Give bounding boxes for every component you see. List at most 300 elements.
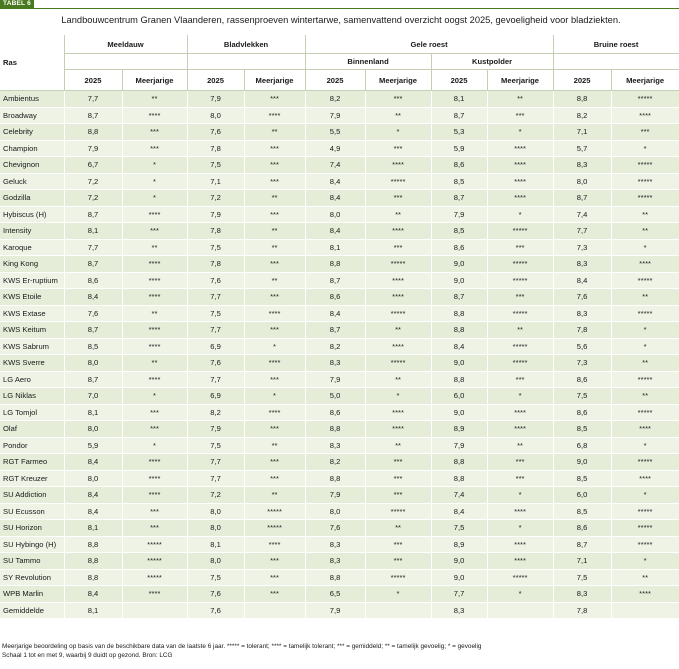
cell-score-2025: 8,7 <box>305 322 365 339</box>
cell-score-2025: 8,1 <box>431 91 487 108</box>
cell-ras: KWS Er-ruptium <box>0 272 64 289</box>
cell-score-2025: 8,3 <box>553 256 611 273</box>
table-row <box>0 602 679 619</box>
cell-rating-meerjarige: *** <box>365 140 431 157</box>
cell-rating-meerjarige: * <box>122 437 187 454</box>
cell-rating-meerjarige: *** <box>244 256 305 273</box>
cell-rating-meerjarige: * <box>122 157 187 174</box>
cell-score-2025: 8,8 <box>64 569 122 586</box>
cell-score-2025: 8,8 <box>305 256 365 273</box>
cell-ras: SU Horizon <box>0 520 64 537</box>
cell-score-2025: 7,6 <box>553 289 611 306</box>
cell-score-2025: 5,5 <box>305 124 365 141</box>
header-binnenland: Binnenland <box>305 54 431 70</box>
cell-ras: LG Aero <box>0 371 64 388</box>
cell-rating-meerjarige: *** <box>487 371 553 388</box>
cell-rating-meerjarige: *** <box>244 91 305 108</box>
cell-score-2025: 8,7 <box>64 107 122 124</box>
cell-score-2025: 8,4 <box>64 454 122 471</box>
cell-rating-meerjarige: ** <box>122 239 187 256</box>
header-blank-bladvlekken <box>187 54 305 70</box>
cell-score-2025: 8,2 <box>305 91 365 108</box>
cell-rating-meerjarige: *** <box>244 140 305 157</box>
cell-rating-meerjarige: **** <box>487 404 553 421</box>
cell-score-2025: 7,8 <box>187 223 244 240</box>
cell-rating-meerjarige: ***** <box>611 157 679 174</box>
cell-ras: Gemiddelde <box>0 602 64 619</box>
cell-rating-meerjarige: **** <box>487 157 553 174</box>
cell-rating-meerjarige: *** <box>122 404 187 421</box>
cell-score-2025: 8,4 <box>64 586 122 603</box>
cell-score-2025: 4,9 <box>305 140 365 157</box>
cell-ras: KWS Extase <box>0 305 64 322</box>
cell-score-2025: 7,9 <box>431 206 487 223</box>
cell-score-2025: 8,8 <box>431 322 487 339</box>
cell-score-2025: 8,8 <box>305 470 365 487</box>
cell-rating-meerjarige: ***** <box>611 173 679 190</box>
cell-score-2025: 7,5 <box>187 305 244 322</box>
table-row <box>0 305 679 322</box>
table-row <box>0 536 679 553</box>
cell-score-2025: 7,6 <box>187 586 244 603</box>
cell-rating-meerjarige: ***** <box>611 520 679 537</box>
cell-rating-meerjarige: **** <box>487 190 553 207</box>
cell-score-2025: 8,0 <box>187 503 244 520</box>
cell-score-2025: 7,2 <box>187 190 244 207</box>
table-row <box>0 487 679 504</box>
cell-rating-meerjarige: ***** <box>487 305 553 322</box>
cell-rating-meerjarige: *** <box>244 322 305 339</box>
cell-score-2025: 7,5 <box>187 437 244 454</box>
cell-rating-meerjarige <box>611 602 679 619</box>
cell-ras: RGT Farmeo <box>0 454 64 471</box>
cell-score-2025: 6,8 <box>553 437 611 454</box>
cell-rating-meerjarige: *** <box>365 470 431 487</box>
cell-score-2025: 8,0 <box>64 421 122 438</box>
table-row <box>0 437 679 454</box>
cell-rating-meerjarige: **** <box>611 107 679 124</box>
cell-rating-meerjarige: ** <box>244 487 305 504</box>
cell-rating-meerjarige <box>244 602 305 619</box>
cell-score-2025: 7,9 <box>187 421 244 438</box>
cell-rating-meerjarige: ** <box>244 272 305 289</box>
cell-rating-meerjarige: **** <box>122 256 187 273</box>
cell-score-2025: 8,5 <box>64 338 122 355</box>
cell-score-2025: 7,5 <box>187 239 244 256</box>
cell-score-2025: 8,2 <box>553 107 611 124</box>
cell-score-2025: 6,0 <box>553 487 611 504</box>
cell-rating-meerjarige: **** <box>122 206 187 223</box>
footnotes <box>2 643 677 660</box>
cell-ras: KWS Sabrum <box>0 338 64 355</box>
cell-score-2025: 7,8 <box>553 322 611 339</box>
cell-score-2025: 7,9 <box>305 371 365 388</box>
cell-rating-meerjarige: *** <box>122 223 187 240</box>
cell-score-2025: 8,6 <box>305 404 365 421</box>
table-row <box>0 338 679 355</box>
cell-rating-meerjarige: ***** <box>487 223 553 240</box>
table-row <box>0 140 679 157</box>
table-row <box>0 421 679 438</box>
cell-rating-meerjarige: *** <box>244 569 305 586</box>
cell-score-2025: 8,3 <box>553 586 611 603</box>
cell-rating-meerjarige: **** <box>122 289 187 306</box>
header-bladvlekken: Bladvlekken <box>187 35 305 54</box>
cell-score-2025: 8,4 <box>553 272 611 289</box>
table-row <box>0 404 679 421</box>
cell-score-2025: 8,0 <box>187 107 244 124</box>
header-row-2 <box>0 54 679 70</box>
top-rule <box>0 8 679 9</box>
cell-score-2025: 6,9 <box>187 388 244 405</box>
cell-score-2025: 7,8 <box>553 602 611 619</box>
cell-rating-meerjarige: *** <box>122 503 187 520</box>
cell-score-2025: 8,5 <box>431 173 487 190</box>
cell-rating-meerjarige: * <box>611 140 679 157</box>
cell-score-2025: 8,1 <box>64 404 122 421</box>
cell-score-2025: 8,6 <box>64 272 122 289</box>
cell-score-2025: 7,5 <box>187 569 244 586</box>
cell-rating-meerjarige: **** <box>365 289 431 306</box>
cell-rating-meerjarige: **** <box>487 173 553 190</box>
table-row <box>0 289 679 306</box>
cell-score-2025: 8,1 <box>187 536 244 553</box>
cell-score-2025: 7,9 <box>431 437 487 454</box>
header-year: 2025 <box>64 70 122 91</box>
cell-rating-meerjarige: **** <box>122 487 187 504</box>
cell-score-2025: 7,7 <box>64 91 122 108</box>
table-row <box>0 124 679 141</box>
cell-score-2025: 6,9 <box>187 338 244 355</box>
header-blank-bruine-roest <box>553 54 679 70</box>
cell-ras: RGT Kreuzer <box>0 470 64 487</box>
cell-score-2025: 8,3 <box>305 437 365 454</box>
cell-ras: Celebrity <box>0 124 64 141</box>
cell-rating-meerjarige: ** <box>487 91 553 108</box>
cell-rating-meerjarige: * <box>611 239 679 256</box>
header-gele-roest: Gele roest <box>305 35 553 54</box>
cell-score-2025: 7,6 <box>187 272 244 289</box>
cell-rating-meerjarige: ***** <box>611 454 679 471</box>
cell-rating-meerjarige: **** <box>365 421 431 438</box>
cell-rating-meerjarige: ** <box>611 206 679 223</box>
cell-score-2025: 8,0 <box>187 520 244 537</box>
cell-score-2025: 7,3 <box>553 239 611 256</box>
cell-score-2025: 8,1 <box>305 239 365 256</box>
cell-rating-meerjarige: *** <box>365 553 431 570</box>
cell-rating-meerjarige: *** <box>122 421 187 438</box>
cell-ras: SU Hybingo (H) <box>0 536 64 553</box>
cell-ras: SY Revolution <box>0 569 64 586</box>
cell-score-2025: 7,5 <box>431 520 487 537</box>
cell-ras: Pondor <box>0 437 64 454</box>
cell-ras: WPB Marlin <box>0 586 64 603</box>
cell-score-2025: 8,4 <box>64 503 122 520</box>
cell-ras: KWS Sverre <box>0 355 64 372</box>
table-row <box>0 223 679 240</box>
cell-score-2025: 8,1 <box>64 223 122 240</box>
cell-score-2025: 8,2 <box>305 454 365 471</box>
cell-rating-meerjarige: ***** <box>611 503 679 520</box>
header-meeldauw: Meeldauw <box>64 35 187 54</box>
cell-score-2025: 8,6 <box>431 239 487 256</box>
cell-rating-meerjarige: *** <box>122 520 187 537</box>
table-row <box>0 470 679 487</box>
table-row <box>0 173 679 190</box>
cell-rating-meerjarige: * <box>244 388 305 405</box>
cell-rating-meerjarige: ** <box>122 355 187 372</box>
cell-rating-meerjarige: **** <box>487 140 553 157</box>
cell-rating-meerjarige: *** <box>365 487 431 504</box>
cell-score-2025: 8,7 <box>553 190 611 207</box>
cell-rating-meerjarige: **** <box>611 256 679 273</box>
cell-ras: Olaf <box>0 421 64 438</box>
cell-rating-meerjarige: **** <box>365 338 431 355</box>
cell-score-2025: 8,0 <box>553 173 611 190</box>
cell-rating-meerjarige: ***** <box>365 305 431 322</box>
cell-rating-meerjarige: **** <box>365 272 431 289</box>
cell-score-2025: 9,0 <box>431 569 487 586</box>
cell-score-2025: 8,7 <box>64 322 122 339</box>
header-ras: Ras <box>0 35 64 91</box>
cell-rating-meerjarige: *** <box>244 586 305 603</box>
cell-rating-meerjarige: **** <box>611 421 679 438</box>
cell-score-2025: 8,3 <box>553 157 611 174</box>
cell-score-2025: 7,9 <box>64 140 122 157</box>
cell-score-2025: 7,8 <box>187 140 244 157</box>
cell-score-2025: 7,6 <box>64 305 122 322</box>
cell-rating-meerjarige: **** <box>122 454 187 471</box>
cell-rating-meerjarige: ***** <box>611 190 679 207</box>
cell-score-2025: 8,1 <box>64 520 122 537</box>
cell-rating-meerjarige: ***** <box>611 536 679 553</box>
disease-table <box>0 35 679 619</box>
cell-score-2025: 7,6 <box>187 355 244 372</box>
footnote-rating-legend: Meerjarige beoordeling op basis van de beschikbare data van de laatste 6 jaar. ***** = tolerant; **** = tamelijk tolerant; *** = gemiddeld; ** = tamelijk gevoelig; * = gevoelig <box>2 643 482 650</box>
cell-score-2025: 8,5 <box>553 470 611 487</box>
cell-score-2025: 8,8 <box>64 536 122 553</box>
table-row <box>0 503 679 520</box>
cell-rating-meerjarige: * <box>244 338 305 355</box>
cell-score-2025: 7,7 <box>64 239 122 256</box>
cell-rating-meerjarige: **** <box>487 421 553 438</box>
table-row <box>0 569 679 586</box>
cell-rating-meerjarige: * <box>365 586 431 603</box>
table-row <box>0 355 679 372</box>
cell-rating-meerjarige: * <box>487 206 553 223</box>
table-row <box>0 586 679 603</box>
cell-rating-meerjarige: ** <box>487 437 553 454</box>
cell-score-2025: 7,6 <box>187 124 244 141</box>
cell-score-2025: 7,8 <box>187 256 244 273</box>
cell-rating-meerjarige: ***** <box>365 173 431 190</box>
cell-rating-meerjarige: *** <box>244 454 305 471</box>
table-row <box>0 553 679 570</box>
cell-score-2025: 8,8 <box>64 553 122 570</box>
table-row <box>0 256 679 273</box>
cell-score-2025: 8,4 <box>431 338 487 355</box>
cell-rating-meerjarige: ** <box>122 305 187 322</box>
cell-rating-meerjarige: * <box>611 437 679 454</box>
cell-score-2025: 9,0 <box>431 553 487 570</box>
cell-score-2025: 5,6 <box>553 338 611 355</box>
cell-score-2025: 7,4 <box>305 157 365 174</box>
cell-rating-meerjarige <box>122 602 187 619</box>
cell-score-2025: 8,7 <box>431 190 487 207</box>
cell-score-2025: 7,7 <box>187 454 244 471</box>
cell-score-2025: 8,4 <box>64 487 122 504</box>
table-row <box>0 190 679 207</box>
header-row-3 <box>0 70 679 91</box>
cell-score-2025: 8,2 <box>187 404 244 421</box>
table-row <box>0 454 679 471</box>
cell-score-2025: 8,7 <box>64 371 122 388</box>
table-title: Landbouwcentrum Granen Vlaanderen, rassenproeven wintertarwe, samenvattend overzicht oogst 2025, gevoeligheid voor bladziekten. <box>61 15 621 25</box>
cell-score-2025: 7,1 <box>553 124 611 141</box>
cell-ras: LG Niklas <box>0 388 64 405</box>
cell-rating-meerjarige: ** <box>365 437 431 454</box>
cell-rating-meerjarige: ** <box>244 190 305 207</box>
cell-rating-meerjarige: * <box>487 520 553 537</box>
cell-score-2025: 7,4 <box>431 487 487 504</box>
cell-rating-meerjarige: ***** <box>611 91 679 108</box>
cell-score-2025: 8,8 <box>431 470 487 487</box>
cell-rating-meerjarige: ***** <box>611 272 679 289</box>
cell-score-2025: 9,0 <box>431 272 487 289</box>
cell-rating-meerjarige: ***** <box>122 536 187 553</box>
cell-rating-meerjarige: ** <box>611 355 679 372</box>
cell-score-2025: 8,3 <box>431 602 487 619</box>
cell-score-2025: 5,0 <box>305 388 365 405</box>
cell-score-2025: 8,0 <box>305 206 365 223</box>
cell-score-2025: 6,0 <box>431 388 487 405</box>
cell-score-2025: 8,0 <box>64 470 122 487</box>
cell-rating-meerjarige: ***** <box>487 256 553 273</box>
cell-rating-meerjarige: *** <box>365 536 431 553</box>
cell-score-2025: 7,0 <box>64 388 122 405</box>
cell-rating-meerjarige: **** <box>244 355 305 372</box>
cell-score-2025: 7,1 <box>187 173 244 190</box>
cell-rating-meerjarige: * <box>487 586 553 603</box>
cell-rating-meerjarige: *** <box>244 470 305 487</box>
cell-rating-meerjarige: *** <box>611 124 679 141</box>
table-row <box>0 371 679 388</box>
header-meerjarige: Meerjarige <box>244 70 305 91</box>
cell-rating-meerjarige: ***** <box>487 355 553 372</box>
table-row <box>0 107 679 124</box>
cell-score-2025: 7,7 <box>553 223 611 240</box>
cell-score-2025: 8,6 <box>305 289 365 306</box>
cell-score-2025: 8,7 <box>431 107 487 124</box>
cell-rating-meerjarige: *** <box>365 454 431 471</box>
cell-rating-meerjarige: ** <box>365 371 431 388</box>
cell-rating-meerjarige: *** <box>487 454 553 471</box>
cell-score-2025: 8,9 <box>431 421 487 438</box>
cell-score-2025: 8,4 <box>305 305 365 322</box>
cell-score-2025: 8,7 <box>431 289 487 306</box>
cell-score-2025: 8,4 <box>305 223 365 240</box>
cell-rating-meerjarige: *** <box>122 124 187 141</box>
header-meerjarige: Meerjarige <box>122 70 187 91</box>
table-row <box>0 388 679 405</box>
cell-rating-meerjarige: ** <box>611 289 679 306</box>
table-row <box>0 520 679 537</box>
table-row <box>0 322 679 339</box>
cell-ras: KWS Etoile <box>0 289 64 306</box>
cell-score-2025: 7,1 <box>553 553 611 570</box>
cell-score-2025: 8,8 <box>64 124 122 141</box>
cell-rating-meerjarige: **** <box>122 322 187 339</box>
cell-score-2025: 8,3 <box>305 536 365 553</box>
cell-score-2025: 8,3 <box>305 355 365 372</box>
cell-score-2025: 7,9 <box>187 91 244 108</box>
cell-rating-meerjarige: ***** <box>365 355 431 372</box>
cell-score-2025: 5,9 <box>64 437 122 454</box>
cell-score-2025: 7,4 <box>553 206 611 223</box>
cell-rating-meerjarige: *** <box>365 239 431 256</box>
cell-score-2025: 8,1 <box>64 602 122 619</box>
cell-score-2025: 8,7 <box>553 536 611 553</box>
cell-score-2025: 8,0 <box>305 503 365 520</box>
cell-score-2025: 8,6 <box>431 157 487 174</box>
cell-score-2025: 8,0 <box>187 553 244 570</box>
cell-rating-meerjarige: *** <box>365 190 431 207</box>
cell-score-2025: 7,7 <box>187 289 244 306</box>
cell-score-2025: 9,0 <box>553 454 611 471</box>
cell-score-2025: 8,4 <box>305 173 365 190</box>
cell-rating-meerjarige: *** <box>244 371 305 388</box>
cell-score-2025: 7,7 <box>431 586 487 603</box>
cell-rating-meerjarige: * <box>611 487 679 504</box>
cell-score-2025: 7,9 <box>187 206 244 223</box>
cell-score-2025: 8,8 <box>305 569 365 586</box>
cell-rating-meerjarige: **** <box>122 107 187 124</box>
cell-rating-meerjarige: * <box>611 322 679 339</box>
cell-rating-meerjarige: **** <box>244 107 305 124</box>
cell-rating-meerjarige: ***** <box>487 272 553 289</box>
cell-score-2025: 7,7 <box>187 470 244 487</box>
cell-score-2025: 7,9 <box>305 487 365 504</box>
cell-ras: Chevignon <box>0 157 64 174</box>
cell-rating-meerjarige: *** <box>244 289 305 306</box>
cell-score-2025: 5,3 <box>431 124 487 141</box>
cell-rating-meerjarige: ** <box>365 322 431 339</box>
cell-score-2025: 8,5 <box>431 223 487 240</box>
cell-ras: Geluck <box>0 173 64 190</box>
cell-rating-meerjarige: *** <box>365 91 431 108</box>
cell-rating-meerjarige: ** <box>244 437 305 454</box>
cell-rating-meerjarige: * <box>611 338 679 355</box>
cell-rating-meerjarige: ***** <box>611 305 679 322</box>
cell-rating-meerjarige: *** <box>244 206 305 223</box>
cell-rating-meerjarige: *** <box>122 140 187 157</box>
cell-rating-meerjarige: ***** <box>611 371 679 388</box>
cell-rating-meerjarige: ***** <box>122 553 187 570</box>
cell-rating-meerjarige: * <box>487 388 553 405</box>
cell-score-2025: 7,3 <box>553 355 611 372</box>
cell-ras: KWS Keitum <box>0 322 64 339</box>
cell-ras: Broadway <box>0 107 64 124</box>
cell-rating-meerjarige: ***** <box>122 569 187 586</box>
cell-ras: SU Tammo <box>0 553 64 570</box>
cell-rating-meerjarige: ** <box>365 520 431 537</box>
cell-score-2025: 7,2 <box>64 173 122 190</box>
cell-rating-meerjarige: ***** <box>244 503 305 520</box>
cell-score-2025: 8,2 <box>305 338 365 355</box>
cell-score-2025: 6,5 <box>305 586 365 603</box>
cell-rating-meerjarige: **** <box>122 586 187 603</box>
cell-rating-meerjarige <box>487 602 553 619</box>
